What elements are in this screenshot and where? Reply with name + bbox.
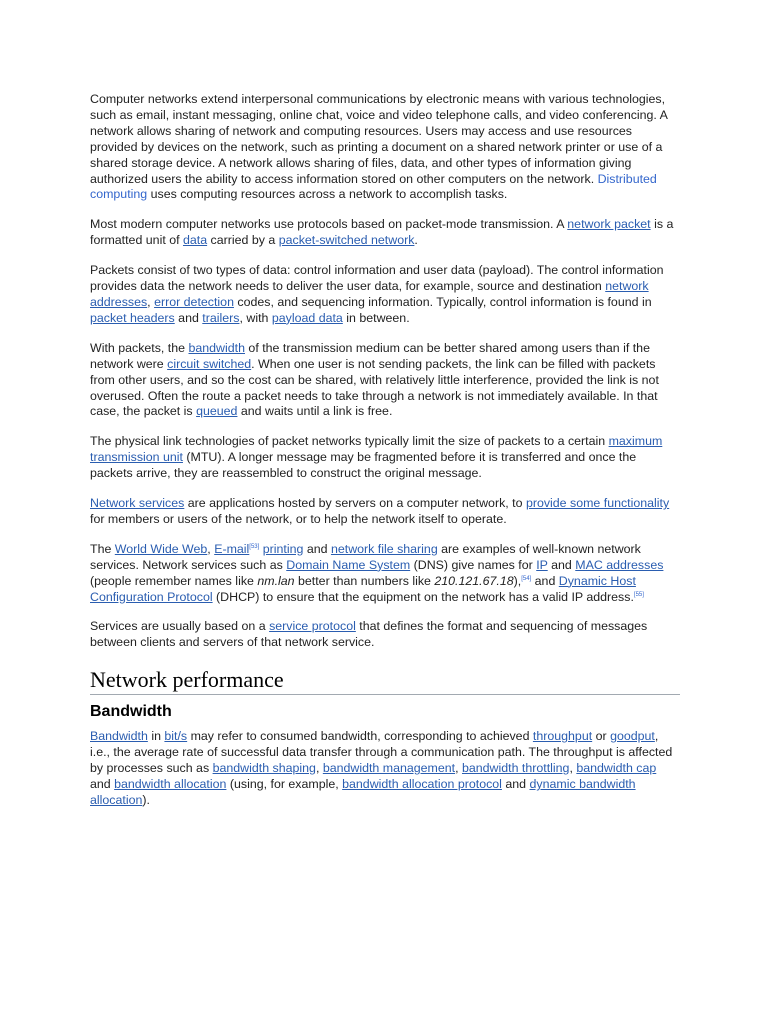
text: Services are usually based on a (90, 619, 270, 634)
link-dhcp[interactable]: Dynamic Host Configuration Protocol (90, 573, 636, 604)
paragraph-intro (90, 92, 680, 203)
link-bandwidth-throttling[interactable]: bandwidth throttling (461, 761, 570, 776)
link-provide-some-functionality[interactable]: provide some functionality (525, 496, 670, 511)
link-mac-addresses[interactable]: MAC addresses (575, 557, 664, 572)
text: Packets consist of two types of data: control information and user data (payload). The control information provides data the network needs to deliver the user data, for example, source and destination (90, 263, 664, 294)
text: The (90, 541, 115, 556)
text: that defines the format and sequencing of messages between clients and servers of that network service. (90, 619, 648, 650)
paragraph-bandwidth-sharing (90, 341, 680, 421)
text: (MTU). A longer message may be fragmented before it is transferred and once the packets arrive, they are reassembled to construct the original message. (90, 450, 637, 481)
text: With packets, the (90, 340, 189, 355)
paragraph-packets-intro (90, 217, 680, 249)
text: and waits until a link is free. (237, 404, 393, 419)
text: and (90, 777, 115, 791)
text: (people remember names like (90, 573, 258, 588)
link-network-addresses[interactable]: network addresses (90, 279, 649, 309)
link-bandwidth-allocation[interactable]: bandwidth allocation (114, 777, 227, 791)
text: , i.e., the average rate of successful data transfer through a communication path. The throughput is affected by processes such as (90, 729, 673, 776)
link-maximum-transmission-unit[interactable]: maximum transmission unit (90, 434, 663, 465)
link-ip[interactable]: IP (536, 557, 548, 572)
link-bandwidth-shaping[interactable]: bandwidth shaping (212, 761, 316, 776)
link-bandwidth-management[interactable]: bandwidth management (322, 761, 456, 776)
text: codes, and sequencing information. Typically, control information is found in (233, 294, 652, 309)
text: , (147, 294, 155, 309)
link-packet-headers[interactable]: packet headers (90, 310, 175, 325)
heading-bandwidth: Bandwidth (90, 703, 172, 721)
text: (DNS) give names for (410, 557, 537, 572)
citation-ref[interactable]: [53] (249, 543, 260, 550)
text: and (501, 777, 530, 791)
text: are applications hosted by servers on a computer network, to (184, 496, 526, 511)
link-packet-switched-network[interactable]: packet-switched network (278, 233, 415, 248)
citation-ref[interactable]: [55] (633, 591, 644, 598)
link-bandwidth-allocation-protocol[interactable]: bandwidth allocation protocol (342, 777, 502, 791)
link-bit-s[interactable]: bit/s (164, 729, 188, 744)
italic-text: nm.lan (257, 573, 295, 588)
text: , (207, 541, 215, 556)
paragraph-mtu (90, 434, 680, 482)
text: and (174, 310, 203, 325)
link-world-wide-web[interactable]: World Wide Web (114, 541, 208, 556)
text: and (531, 573, 559, 588)
text: ), (513, 573, 522, 588)
link-throughput[interactable]: throughput (532, 729, 593, 744)
text: , (315, 761, 323, 776)
text: are examples of well-known network services. Network services such as (90, 541, 641, 572)
link-error-detection[interactable]: error detection (154, 294, 234, 309)
link-e-mail[interactable]: E-mail (214, 541, 250, 556)
text: The physical link technologies of packet networks typically limit the size of packets to a certain (90, 434, 609, 449)
paragraph-service-protocol (90, 619, 680, 651)
text: , (569, 761, 577, 776)
link-dynamic-bandwidth-allocation[interactable]: dynamic bandwidth allocation (90, 777, 636, 807)
text: (DHCP) to ensure that the equipment on the network has a valid IP address. (212, 589, 634, 604)
text: may refer to consumed bandwidth, corresponding to achieved (187, 729, 533, 744)
link-bandwidth-cap[interactable]: bandwidth cap (576, 761, 657, 776)
text: . When one user is not sending packets, the link can be filled with packets from other users, and so the cost can be shared, with relatively little interference, provided the link is not overused. Often the route a packet needs to take through a network is not immediately available. In that case, the packet is (90, 356, 659, 419)
text: and (547, 557, 576, 572)
link-trailers[interactable]: trailers (202, 310, 240, 325)
italic-text: 210.121.67.18 (434, 573, 514, 588)
text: in (147, 729, 165, 744)
link-service-protocol[interactable]: service protocol (269, 619, 356, 634)
paragraph-bandwidth (90, 729, 680, 809)
citation-ref[interactable]: [54] (521, 575, 532, 582)
text: Computer networks extend interpersonal communications by electronic means with various technologies, such as email, instant messaging, online chat, voice and video telephone calls, and video conferencing. A network allows sharing of network and computing resources. Users may access and use resources provided by devices on the network, such as printing a document on a shared network printer or use of a shared storage device. A network allows sharing of files, data, and other types of information giving authorized users the ability to access information stored on other computers on the network. (90, 92, 668, 186)
article-body (90, 92, 680, 823)
link-circuit-switched[interactable]: circuit switched (167, 356, 252, 371)
link-goodput[interactable]: goodput (610, 729, 655, 744)
link-data[interactable]: data (182, 233, 208, 248)
text: or (592, 729, 611, 744)
text: and (303, 541, 331, 556)
link-payload-data[interactable]: payload data (271, 310, 343, 325)
link-network-file-sharing[interactable]: network file sharing (330, 541, 438, 556)
text: . (414, 233, 418, 248)
text: carried by a (207, 233, 279, 248)
text: uses computing resources across a network to accomplish tasks. (147, 187, 508, 202)
text: Most modern computer networks use protocols based on packet-mode transmission. A (90, 217, 568, 232)
text: better than numbers like (294, 573, 435, 588)
text: for members or users of the network, or to help the network itself to operate. (90, 511, 507, 526)
text: is a formatted unit of (90, 217, 674, 248)
heading-network-performance: Network performance (90, 667, 680, 695)
link-network-packet[interactable]: network packet (567, 217, 651, 232)
text: , (455, 761, 462, 776)
paragraph-service-examples (90, 542, 680, 606)
link-distributed-computing[interactable]: Distributed computing (90, 171, 657, 202)
link-bandwidth[interactable]: bandwidth (188, 340, 245, 355)
link-bandwidth-2[interactable]: Bandwidth (90, 729, 148, 744)
text: of the transmission medium can be better shared among users than if the network were (90, 340, 650, 371)
text: , with (239, 310, 272, 325)
text: ). (142, 792, 150, 807)
link-queued[interactable]: queued (196, 404, 238, 419)
paragraph-packet-types (90, 263, 680, 327)
text: (using, for example, (226, 777, 343, 791)
link-printing[interactable]: printing (262, 541, 304, 556)
text: in between. (342, 310, 410, 325)
link-network-services[interactable]: Network services (90, 496, 185, 511)
paragraph-network-services (90, 496, 680, 528)
link-domain-name-system[interactable]: Domain Name System (286, 557, 411, 572)
